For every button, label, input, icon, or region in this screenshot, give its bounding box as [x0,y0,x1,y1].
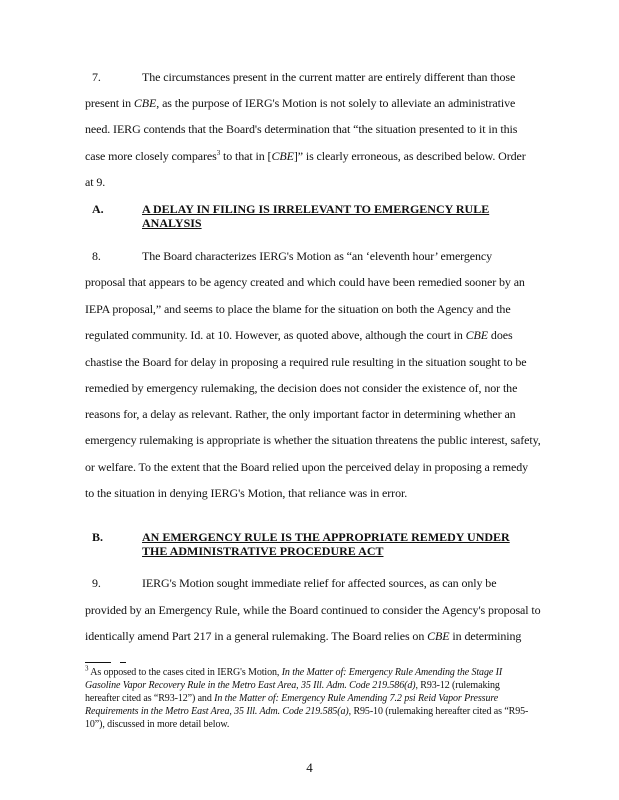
text-run: emergency rulemaking is appropriate is whether the situation threatens the public interest, safety, [85,433,541,447]
text-run: hereafter cited as “R93-12”) and [85,693,215,704]
italic-text: CBE [271,149,294,163]
text-run: to that in [ [220,149,272,163]
italic-text: Gasoline Vapor Recovery Rule in the Metro East Area, 35 Ill. Adm. Code 219.586(d) [85,680,416,691]
page-number: 4 [306,760,313,775]
text-run: identically amend Part 217 in a general rulemaking. The Board relies on [85,629,428,643]
text-run: , as the purpose of IERG's Motion is not solely to alleviate an administrative [156,96,516,110]
text-run: at 9. [85,175,106,189]
text-run: or welfare. To the extent that the Board relied upon the perceived delay in proposing a remedy [85,460,529,474]
footnote-line [85,706,528,718]
paragraph-line [142,576,496,591]
paragraph-line [85,486,407,501]
text-run: , R95-10 (rulemaking hereafter cited as “R95- [348,706,529,717]
paragraph-line [85,275,525,290]
italic-text: CBE [465,328,489,342]
paragraph-line [85,381,517,396]
section-heading-title: AN EMERGENCY RULE IS THE APPROPRIATE REMEDY UNDER [142,530,510,544]
text-run: case more closely compares [85,149,217,163]
footnote-separator-mark [120,662,126,663]
text-run: proposal that appears to be agency created and which could have been remedied sooner by an [85,275,525,289]
text-run: chastise the Board for delay in proposing a required rule resulting in the situation sought to be [85,355,527,369]
paragraph-line [85,355,527,370]
text-run: provided by an Emergency Rule, while the Board continued to consider the Agency's proposal to [85,603,541,617]
italic-text: CBE [427,629,450,643]
text-run: The circumstances present in the current matter are entirely different than those [142,70,516,84]
footnote-line [85,693,498,705]
text-run: reasons for, a delay as relevant. Rather, the only important factor in determining whether an [85,407,516,421]
paragraph-line [85,407,516,422]
italic-text: In the Matter of: Emergency Rule Amending 7.2 psi Reid Vapor Pressure [214,693,499,704]
text-run: need. IERG contends that the Board's determination that “the situation presented to it in this [85,122,518,136]
footnote-line [85,680,500,692]
footnote-line [85,664,503,679]
section-heading-title: ANALYSIS [142,216,202,230]
section-heading-letter: A. [92,202,104,216]
paragraph-line [85,122,517,137]
text-run: IERG's Motion sought immediate relief for affected sources, as can only be [142,576,497,590]
text-run: to the situation in denying IERG's Motion, that reliance was in error. [85,486,408,500]
paragraph-number: 7. [92,70,101,84]
paragraph-number: 8. [92,249,101,263]
text-run: regulated community. Id. at 10. However, as quoted above, although the court in [85,328,466,342]
text-run: in determining [449,629,522,643]
text-run: 10”), discussed in more detail below. [85,719,230,730]
paragraph-line [85,433,541,448]
footnote-separator [85,662,111,663]
section-heading-letter: B. [92,530,104,544]
text-run: IEPA proposal,” and seems to place the blame for the situation on both the Agency and the [85,302,511,316]
italic-text: Requirements in the Metro East Area, 35 Ill. Adm. Code 219.585(a) [85,706,349,717]
paragraph-line [85,460,528,475]
section-heading-title: A DELAY IN FILING IS IRRELEVANT TO EMERGENCY RULE [142,202,490,216]
paragraph-line [85,629,521,644]
footnote-reference: 3 [85,664,89,673]
text-run: ]” is clearly erroneous, as described below. Order [293,149,526,163]
paragraph-line [85,328,513,343]
italic-text: In the Matter of: Emergency Rule Amending the Stage II [281,667,503,678]
footnote-line [85,719,229,731]
paragraph-line [142,70,515,85]
paragraph-line [85,302,511,317]
paragraph-line [85,96,515,111]
text-run: As opposed to the cases cited in IERG's Motion, [88,667,282,678]
paragraph-line [85,603,541,618]
paragraph-line [85,175,105,190]
italic-text: CBE [133,96,157,110]
paragraph-line [85,149,526,164]
text-run: , R93-12 (rulemaking [415,680,500,691]
paragraph-number: 9. [92,576,101,590]
footnote-reference: 3 [216,149,221,157]
text-run: remedied by emergency rulemaking, the decision does not consider the existence of, nor the [85,381,518,395]
section-heading-title: THE ADMINISTRATIVE PROCEDURE ACT [142,544,384,558]
paragraph-line [142,249,492,264]
text-run: present in [85,96,134,110]
text-run: The Board characterizes IERG's Motion as “an ‘eleventh hour’ emergency [142,249,493,263]
text-run: does [488,328,513,342]
